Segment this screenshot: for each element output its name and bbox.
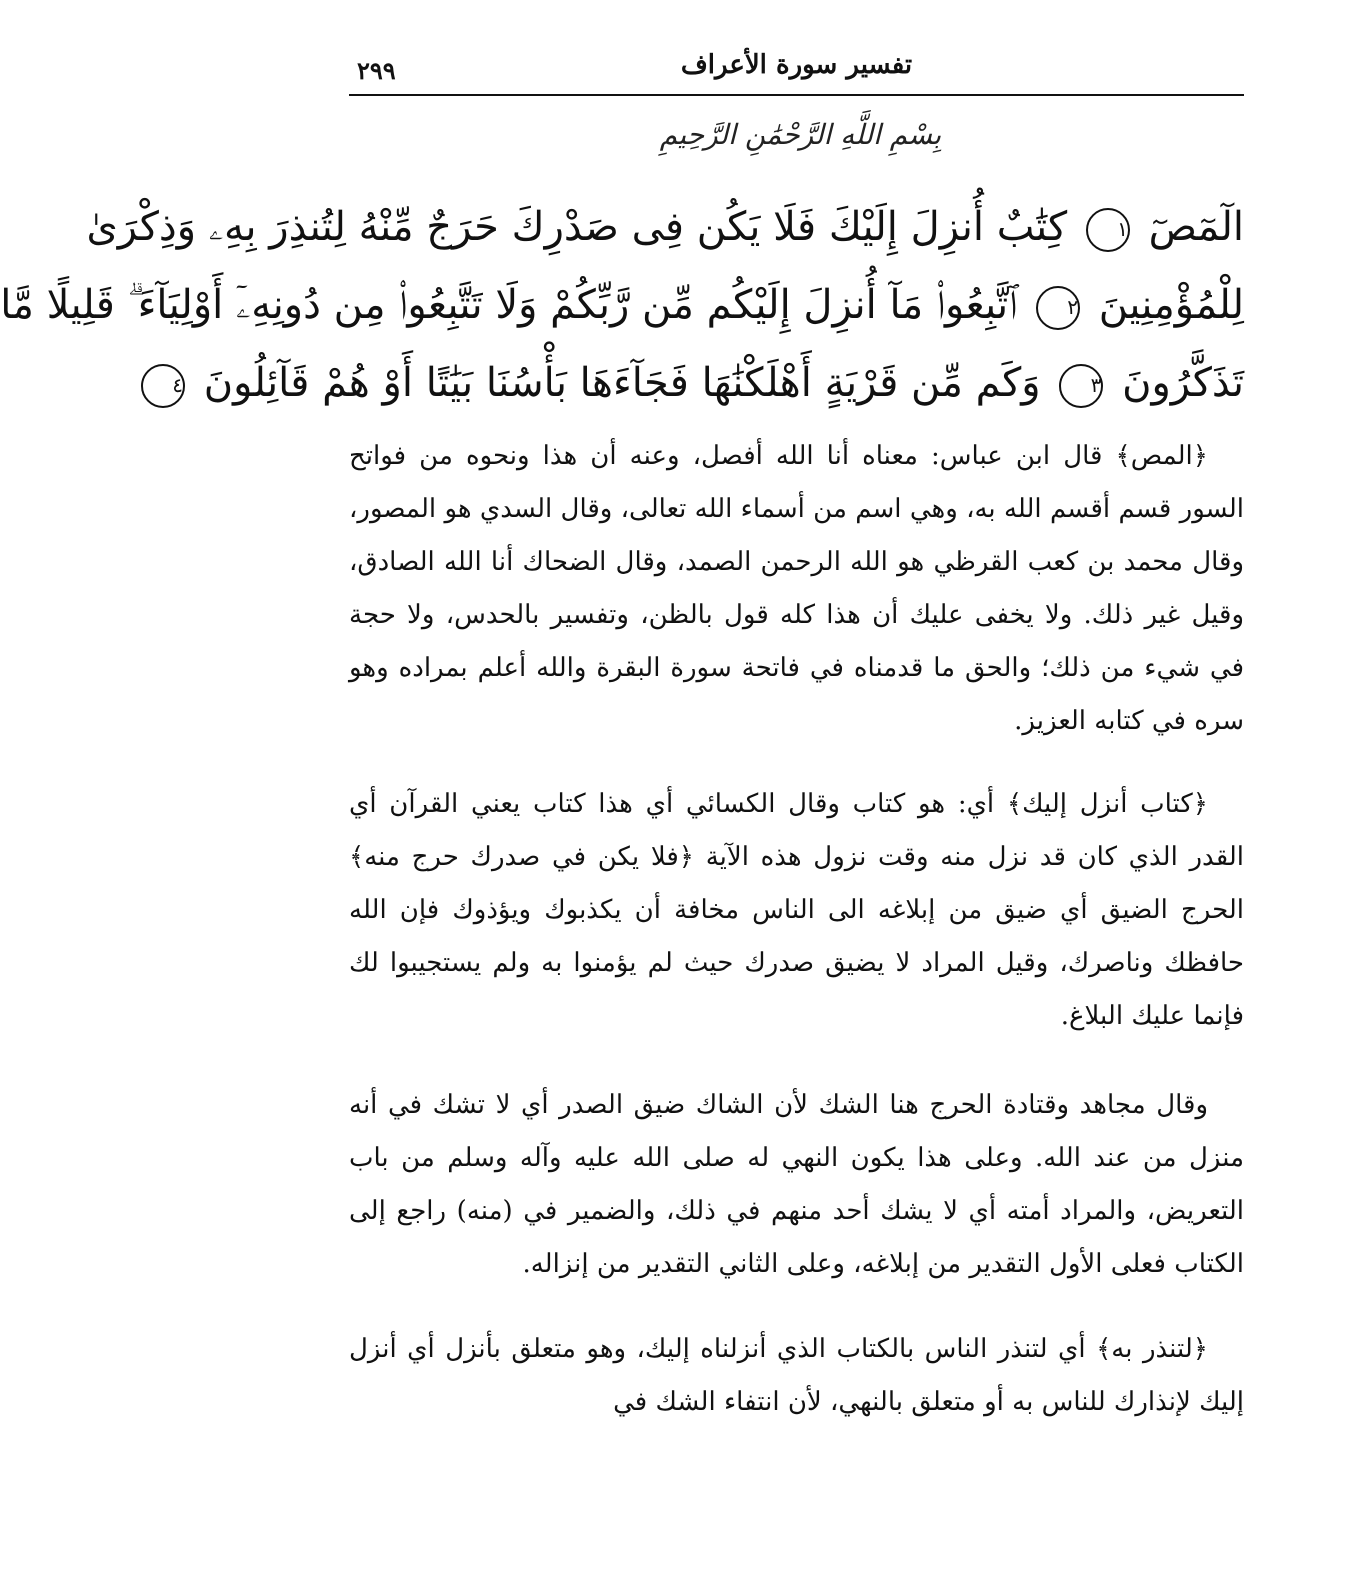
ayah-number-marker: ٢: [1036, 286, 1080, 330]
paragraph-line: فواتح السور قسم أقسم الله به، وهي اسم من أسماء الله تعالى، وقال السدي هو: [349, 441, 1245, 524]
ayah-number-marker: ٣: [1059, 364, 1103, 408]
verse-text: وَكَم مِّن قَرْيَةٍ أَهْلَكْنَٰهَا فَجَآءَهَا بَأْسُنَا بَيَٰتًا أَوْ هُمْ قَآئِلُونَ: [203, 360, 1041, 406]
paragraph-line: بأنزل أي أنزل إليك لإنذارك للناس به أو متعلق بالنهي، لأن انتفاء الشك في: [349, 1334, 1244, 1417]
verse-text: لِلْمُؤْمِنِينَ: [1098, 282, 1244, 328]
paragraph-line: ﴿المص﴾ قال ابن عباس: معناه أنا الله أفصل، وعنه أن هذا ونحوه من: [419, 441, 1208, 471]
verse-text: الٓمٓصٓ: [1148, 204, 1244, 250]
page-number: ٢٩٩: [357, 56, 396, 85]
quran-verses: [0, 188, 1244, 422]
commentary-body: [349, 430, 1244, 1429]
ayah-number-marker: ١: [1086, 208, 1130, 252]
ayah-number-marker: ٤: [141, 364, 185, 408]
paragraph-line: باب التعريض، والمراد أمته أي لا يشك أحد منهم في ذلك، والضمير في (منه): [349, 1143, 1244, 1226]
paragraph-line: صدرك حرج منه﴾ الحرج الضيق أي ضيق من إبلاغه الى الناس مخافة أن: [349, 842, 1245, 925]
paragraph-line: في أنه منزل من عند الله. وعلى هذا يكون النهي له صلى الله عليه وآله وسلم من: [349, 1090, 1244, 1173]
verse-text: تَذَكَّرُونَ: [1122, 360, 1244, 406]
verse-line: [172, 344, 1244, 422]
paragraph-line: الله الصادق، وقيل غير ذلك. ولا يخفى عليك أن هذا كله قول بالظن، وتفسير: [349, 547, 1245, 630]
paragraph-line: بالحدس، ولا حجة في شيء من ذلك؛ والحق ما قدمناه في فاتحة سورة البقرة والله: [349, 600, 1244, 683]
running-title: تفسير سورة الأعراف: [680, 50, 913, 80]
paragraph-line: يؤمنوا به ولم يستجيبوا لك فإنما عليك البلاغ.: [349, 948, 1244, 1031]
paragraph-line: القرآن أي القدر الذي كان قد نزل منه وقت نزول هذه الآية ﴿فلا يكن في: [349, 789, 1245, 872]
verse-line: [0, 266, 1244, 344]
verse-text: كِتَٰبٌ أُنزِلَ إِلَيْكَ فَلَا يَكُن فِى صَدْرِكَ حَرَجٌ مِّنْهُ لِتُنذِرَ بِهِۦ وَذِكْرَىٰ: [86, 204, 1068, 250]
verse-text: ٱتَّبِعُوا۟ مَآ أُنزِلَ إِلَيْكُم مِّن رَّبِّكُمْ وَلَا تَتَّبِعُوا۟ مِن دُونِهِۦٓ أَوْلِيَآءَ ۗ قَلِيلًا مَّا: [0, 282, 1018, 328]
paragraph-line: وقال مجاهد وقتادة الحرج هنا الشك لأن الشاك ضيق الصدر أي لا تشك: [432, 1090, 1208, 1120]
commentary-paragraph: [349, 778, 1244, 1043]
paragraph-line: راجع إلى الكتاب فعلى الأول التقدير من إبلاغه، وعلى الثاني التقدير من إنزاله.: [349, 1196, 1244, 1279]
page-header: [349, 48, 1244, 98]
paragraph-line: ﴿لتنذر به﴾ أي لتنذر الناس بالكتاب الذي أنزلناه إليك، وهو متعلق: [511, 1334, 1209, 1364]
commentary-paragraph: [349, 430, 1244, 748]
paragraph-line: المصور، وقال محمد بن كعب القرظي هو الله الرحمن الصمد، وقال الضحاك أنا: [349, 494, 1245, 577]
paragraph-line: ﴿كتاب أنزل إليك﴾ أي: هو كتاب وقال الكسائي أي هذا كتاب يعني: [470, 789, 1208, 819]
commentary-paragraph: [349, 1323, 1244, 1429]
basmala: بِسْمِ اللَّهِ الرَّحْمَٰنِ الرَّحِيمِ: [659, 118, 942, 151]
paragraph-line: أعلم بمراده وهو سره في كتابه العزيز.: [349, 653, 1244, 736]
verse-line: [86, 188, 1244, 266]
paragraph-line: يكذبوك ويؤذوك فإن الله حافظك وناصرك، وقيل المراد لا يضيق صدرك حيث لم: [349, 895, 1245, 978]
commentary-paragraph: [349, 1079, 1244, 1291]
header-rule: [349, 94, 1244, 96]
